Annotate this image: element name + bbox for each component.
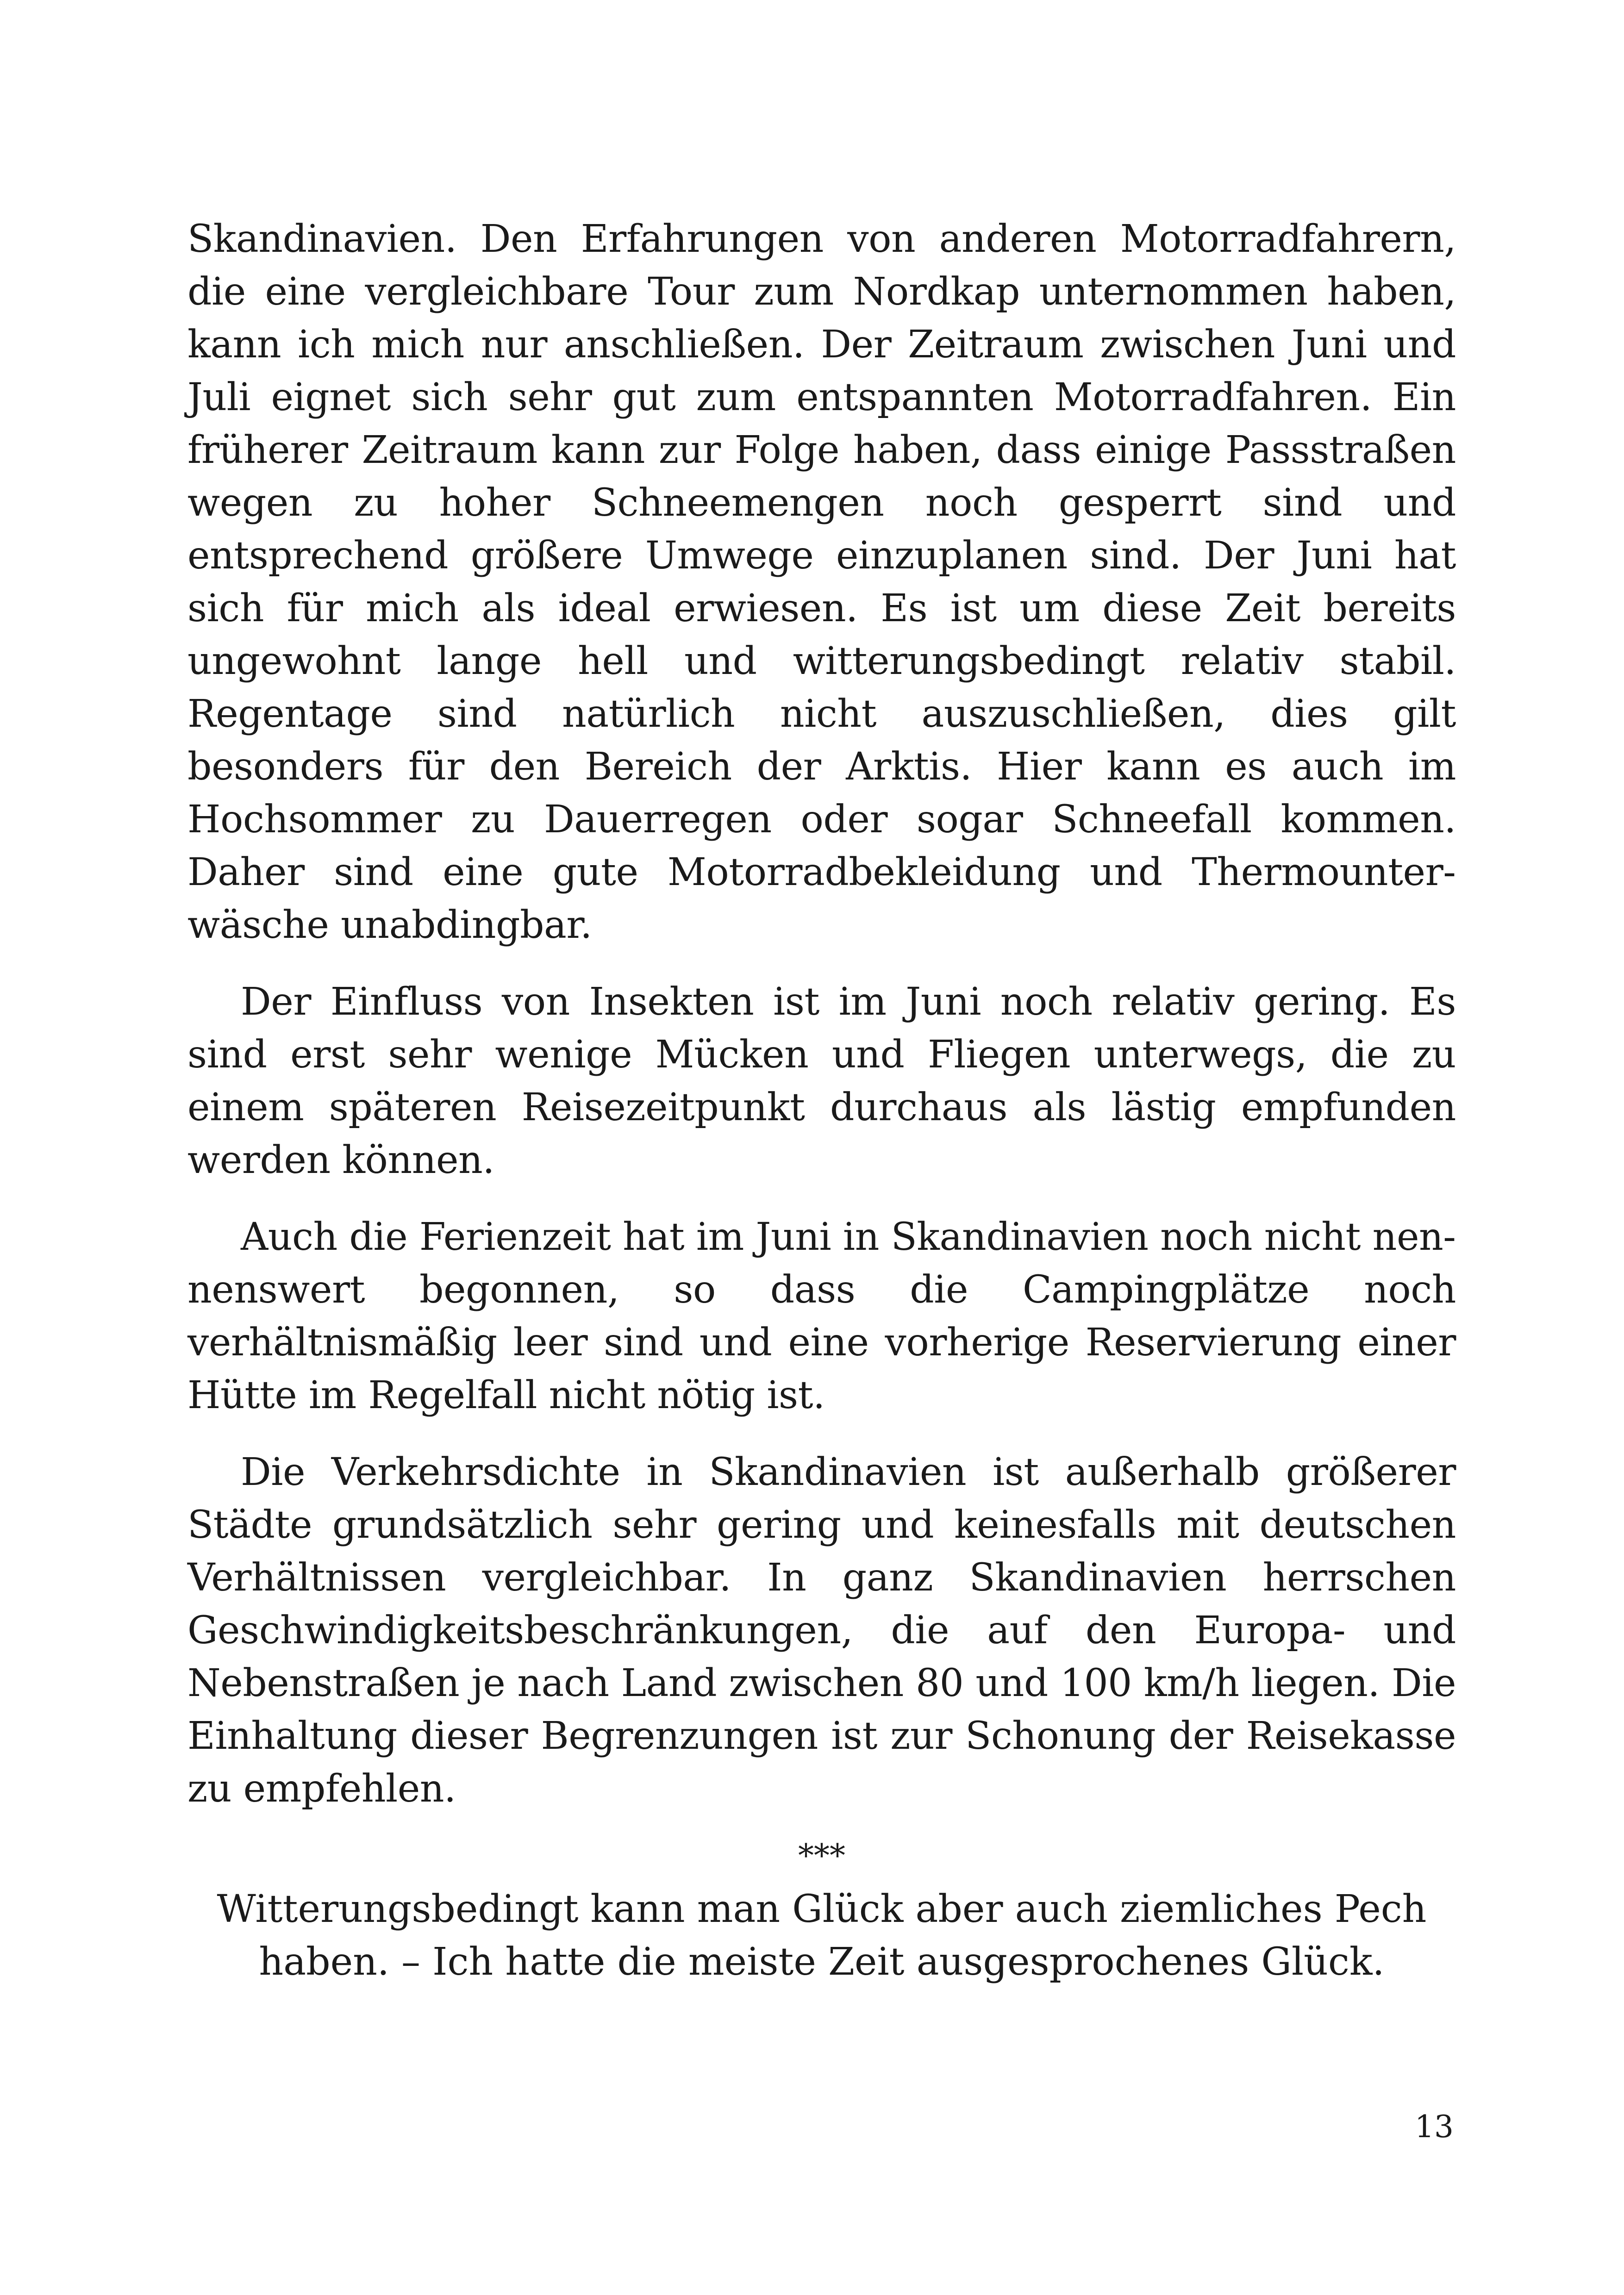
paragraph-traffic: Die Verkehrsdichte in Skandinavien ist außerhalb größerer Städte grundsätzlich sehr gering und keinesfalls mit deutschen Verhältnissen vergleichbar. In ganz Skandinavien herrschen Geschwindigkeitsbeschränkungen, die auf den Europa- und Nebenstraßen je nach Land zwischen 80 und 100 km/h liegen. Die Einhaltung dieser Begrenzungen ist zur Schonung der Reisekasse zu empfehlen. <box>187 1450 1456 1811</box>
section-separator: *** <box>798 1838 845 1874</box>
paragraph-holiday-season: Auch die Ferienzeit hat im Juni in Skandinavien noch nicht nennenswert begonnen, so dass die Campingplätze noch verhältnismäßig leer sind und eine vorherige Reservierung einer Hütte im Regelfall nicht nötig ist. <box>187 1215 1456 1417</box>
paragraph-insects: Der Einfluss von Insekten ist im Juni noch relativ gering. Es sind erst sehr wenige Mücken und Fliegen unterwegs, die zu einem späteren Reisezeitpunkt durchaus als lästig empfunden werden können. <box>187 980 1456 1182</box>
page-number: 13 <box>1415 2109 1454 2145</box>
paragraph-travel-season: Skandinavien. Den Erfahrungen von anderen Motorradfahrern, die eine vergleichbare Tour zum Nordkap unternommen haben, kann ich mich nur anschließen. Der Zeitraum zwischen Juni und Juli eignet sich sehr gut zum entspannten Motorradfahren. Ein früherer Zeitraum kann zur Folge haben, dass einige Passstraßen wegen zu hoher Schneemengen noch gesperrt sind und entsprechend größere Umwege einzuplanen sind. Der Juni hat sich für mich als ideal erwiesen. Es ist um diese Zeit bereits ungewohnt lange hell und witterungsbedingt relativ stabil. Regentage sind natürlich nicht auszuschließen, dies gilt besonders für den Bereich der Arktis. Hier kann es auch im Hochsommer zu Dauerregen oder sogar Schneefall kommen. Daher sind eine gute Motorradbekleidung und Thermounterwäsche unabdingbar. <box>187 217 1456 947</box>
closing-remark: Witterungsbedingt kann man Glück aber auch ziemliches Pech haben. – Ich hatte die meiste Zeit ausgesprochenes Glück. <box>217 1887 1427 1984</box>
body-text <box>187 213 1456 1989</box>
